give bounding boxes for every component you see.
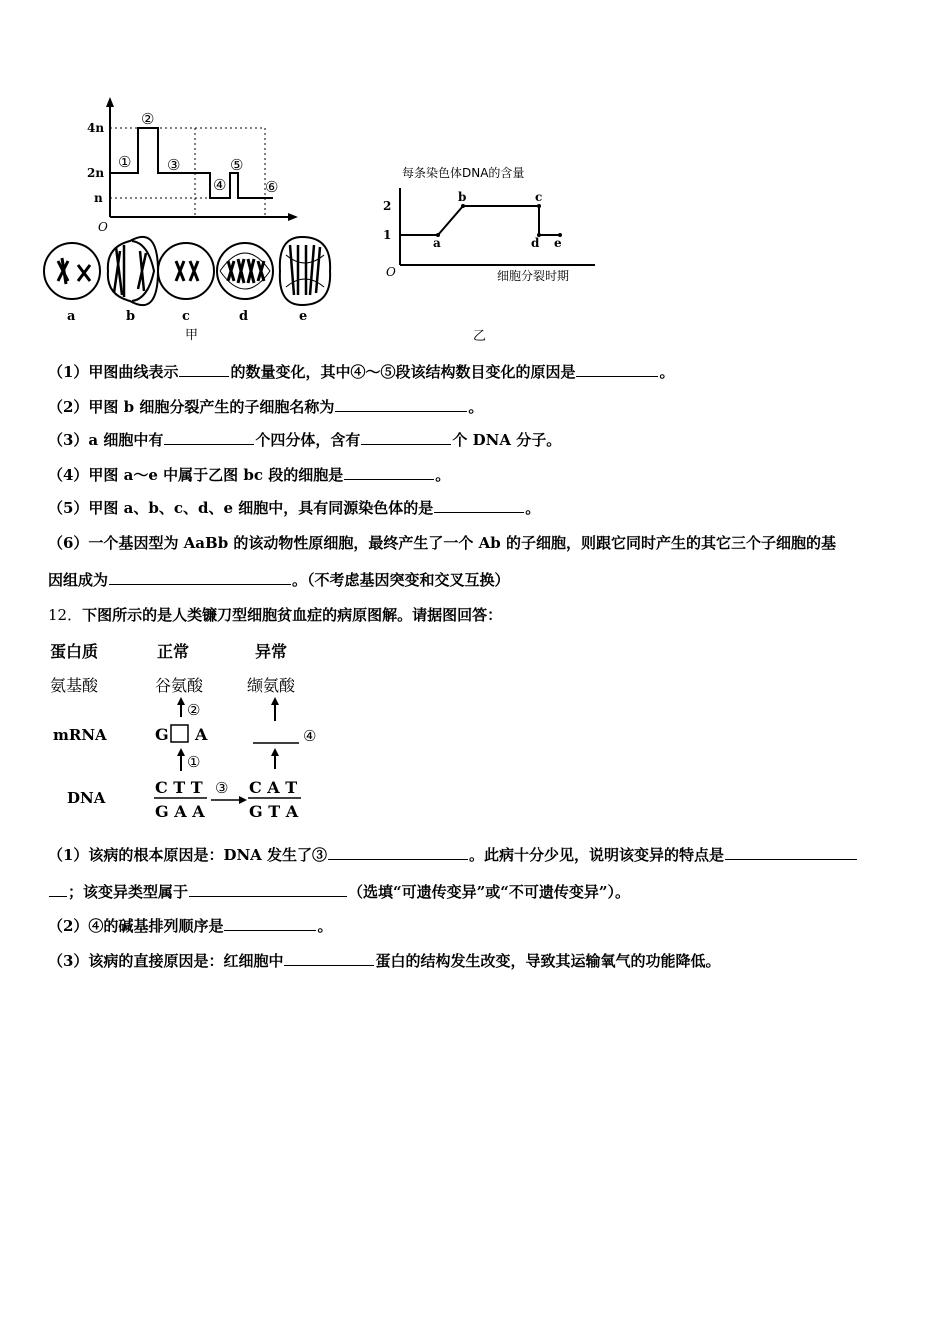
yi-origin: O: [386, 265, 396, 279]
cell-label-a: a: [67, 309, 76, 324]
jia-seg-4: ④: [213, 176, 227, 194]
answer-blank[interactable]: [179, 362, 229, 377]
arrowhead-step2: [177, 697, 185, 705]
answer-blank[interactable]: [335, 397, 467, 412]
q11-sub2-text-b: 。: [468, 398, 484, 416]
figure-yi: [375, 150, 615, 345]
cell-d: [217, 243, 273, 299]
q11-sub1-text-a: （1）甲图曲线表示: [48, 363, 179, 381]
row-label-protein: 蛋白质: [50, 642, 99, 661]
arrowhead-abnormal-aa: [271, 697, 279, 705]
q11-sub4-text-a: （4）甲图 a～e 中属于乙图 bc 段的细胞是: [48, 466, 344, 484]
yi-label-d: d: [531, 236, 540, 250]
answer-blank[interactable]: [164, 430, 254, 445]
answer-blank[interactable]: [189, 882, 347, 897]
yi-label-a: a: [433, 236, 441, 250]
answer-blank[interactable]: [361, 430, 451, 445]
jia-seg-1: ①: [118, 153, 132, 171]
jia-seg-6: ⑥: [265, 178, 279, 196]
q11-sub5: [48, 497, 540, 518]
diagram-sickle-cell: [45, 637, 345, 832]
dna-normal-bottom: G A A: [155, 802, 205, 821]
answer-blank[interactable]: [224, 916, 316, 931]
col-abnormal: 异常: [255, 642, 288, 661]
cell-a: [44, 243, 100, 299]
dna-abnormal-bottom: G T A: [249, 802, 299, 821]
figure-jia: [40, 95, 340, 345]
q12-sub1-line2: [48, 881, 630, 902]
q12-sub2: [48, 915, 332, 936]
yi-label-b: b: [458, 190, 467, 204]
row-label-amino-acid: 氨基酸: [50, 676, 99, 695]
aa-normal: 谷氨酸: [155, 676, 204, 695]
q11-sub6-line1: [48, 532, 836, 553]
dna-normal-top: C T T: [155, 778, 203, 797]
caption-jia: 甲: [185, 328, 199, 343]
jia-seg-2: ②: [141, 110, 155, 128]
answer-blank[interactable]: [49, 882, 67, 897]
q11-sub2: [48, 396, 483, 417]
q11-sub6-text-line1: （6）一个基因型为 AaBb 的该动物性原细胞，最终产生了一个 Ab 的子细胞，则跟它同时产生的其它三个子细胞的基: [48, 534, 836, 552]
q11-sub2-text-a: （2）甲图 b 细胞分裂产生的子细胞名称为: [48, 398, 335, 416]
q11-sub1: [48, 361, 674, 382]
yi-point-b: [461, 204, 465, 208]
yi-point-c: [537, 204, 541, 208]
mrna-base-a: A: [195, 725, 208, 744]
row-label-mrna: mRNA: [53, 726, 107, 744]
caption-yi: 乙: [473, 329, 487, 344]
q12-stem-text: 下图所示的是人类镰刀型细胞贫血症的病原图解。请据图回答：: [82, 606, 503, 624]
jia-seg-3: ③: [167, 156, 181, 174]
label-step1: ①: [187, 753, 201, 771]
q12-number: 12．: [48, 606, 83, 624]
mrna-unknown-box: [171, 725, 188, 742]
q11-sub4-text-b: 。: [435, 466, 451, 484]
q11-sub3-text-a: （3）a 细胞中有: [48, 431, 164, 449]
jia-y-arrow: [106, 97, 114, 107]
q12-sub2-text-a: （2）④的碱基排列顺序是: [48, 917, 224, 935]
yi-label-c: c: [535, 190, 543, 204]
answer-blank[interactable]: [434, 498, 524, 513]
q11-sub5-text-a: （5）甲图 a、b、c、d、e 细胞中，具有同源染色体的是: [48, 499, 434, 517]
cell-label-d: d: [239, 309, 249, 324]
cell-label-b: b: [126, 309, 136, 324]
arrowhead-step3: [239, 796, 247, 804]
jia-x-arrow: [288, 213, 298, 221]
cell-label-e: e: [299, 309, 308, 324]
q12-sub1-text-a: （1）该病的根本原因是：DNA 发生了③: [48, 846, 328, 864]
q11-sub4: [48, 464, 450, 485]
yi-tick-2: 2: [383, 199, 392, 213]
label-step2: ②: [187, 701, 201, 719]
q11-sub1-text-c: 。: [659, 363, 675, 381]
q12-sub1-text-b: 。此病十分少见，说明该变异的特点是: [469, 846, 725, 864]
q12-sub3: [48, 950, 720, 971]
col-normal: 正常: [157, 642, 190, 661]
yi-curve: [400, 206, 560, 235]
q12-sub3-text-b: 蛋白的结构发生改变，导致其运输氧气的功能降低。: [375, 952, 721, 970]
answer-blank[interactable]: [109, 570, 291, 585]
dna-abnormal-top: C A T: [249, 778, 298, 797]
cell-e: [280, 237, 330, 305]
jia-tick-4n: 4n: [87, 121, 105, 135]
jia-tick-2n: 2n: [87, 166, 105, 180]
mrna-base-g: G: [155, 725, 169, 744]
arrowhead-abnormal-mrna: [271, 748, 279, 756]
cell-b: [108, 237, 158, 305]
row-label-dna: DNA: [67, 789, 106, 807]
q12-sub1-line1: [48, 844, 858, 865]
q12-sub1-text-c: ；该变异类型属于: [68, 883, 189, 901]
q12-stem: [48, 604, 502, 625]
jia-tick-n: n: [94, 191, 103, 205]
q11-sub6-line2: [48, 569, 510, 590]
answer-blank[interactable]: [725, 845, 857, 860]
answer-blank[interactable]: [328, 845, 468, 860]
q12-sub1-text-d: （选填“可遗传变异”或“不可遗传变异”）。: [348, 883, 631, 901]
q11-sub3-text-b: 个四分体，含有: [255, 431, 361, 449]
aa-abnormal: 缬氨酸: [247, 676, 296, 695]
yi-ylabel: 每条染色体DNA的含量: [402, 166, 525, 180]
answer-blank[interactable]: [576, 362, 658, 377]
jia-seg-5: ⑤: [230, 156, 244, 174]
yi-tick-1: 1: [383, 228, 392, 242]
answer-blank[interactable]: [284, 951, 374, 966]
jia-origin: O: [98, 220, 108, 234]
label-step3: ③: [215, 779, 229, 797]
q11-sub6-text-b: 。（不考虑基因突变和交叉互换）: [292, 571, 510, 589]
yi-xlabel: 细胞分裂时期: [497, 269, 570, 283]
q11-sub6-text-a: 因组成为: [48, 571, 109, 589]
cell-label-c: c: [182, 309, 190, 324]
q11-sub3-text-c: 个 DNA 分子。: [452, 431, 562, 449]
q11-sub1-text-b: 的数量变化，其中④～⑤段该结构数目变化的原因是: [230, 363, 576, 381]
jia-curve: [110, 128, 273, 198]
q12-sub2-text-b: 。: [317, 917, 333, 935]
answer-blank[interactable]: [344, 465, 434, 480]
q11-sub3: [48, 429, 561, 450]
q12-sub3-text-a: （3）该病的直接原因是：红细胞中: [48, 952, 284, 970]
arrowhead-step1: [177, 748, 185, 756]
label-step4: ④: [303, 727, 317, 745]
cell-c: [158, 243, 214, 299]
q11-sub5-text-b: 。: [525, 499, 541, 517]
yi-label-e: e: [554, 236, 562, 250]
